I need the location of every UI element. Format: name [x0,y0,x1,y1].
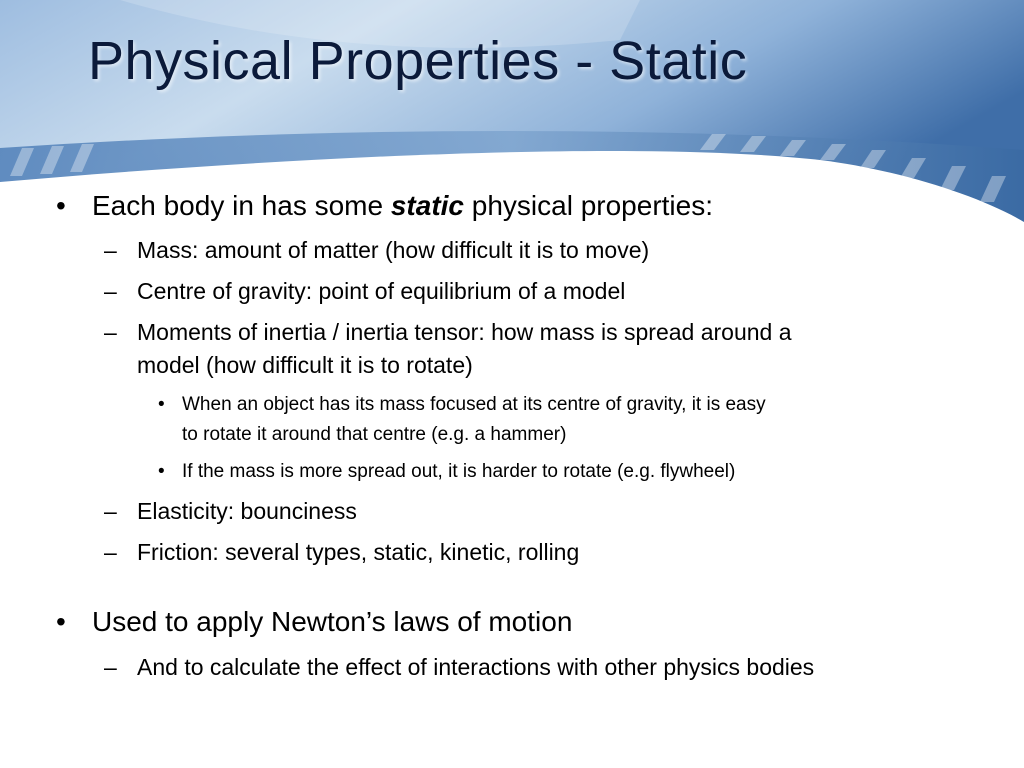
dash-marker: – [104,654,117,680]
dash-marker: – [104,237,117,263]
sub-item-interactions: And to calculate the effect of interactions with other physics bodies [137,654,815,680]
sub-item-inertia-line1: Moments of inertia / inertia tensor: how mass is spread around a [137,319,792,345]
sub-item-inertia-line2: model (how difficult it is to rotate) [137,352,473,378]
sub-item-friction: Friction: several types, static, kinetic, rolling [137,539,580,565]
slide-title: Physical Properties - Static [88,31,748,91]
inertia-detail-hammer-line1: When an object has its mass focused at its centre of gravity, it is easy [182,394,766,415]
dash-marker: – [104,539,117,565]
bullet-text-before: Each body in has some [92,190,391,221]
small-bullet-marker: • [158,394,165,415]
emphasis-static: static [390,190,464,221]
dash-marker: – [104,319,117,345]
dash-marker: – [104,278,117,304]
small-bullet-marker: • [158,461,165,482]
bullet-marker: • [56,606,66,637]
inertia-detail-flywheel: If the mass is more spread out, it is harder to rotate (e.g. flywheel) [182,461,736,482]
inertia-detail-hammer-line2: to rotate it around that centre (e.g. a hammer) [182,424,567,445]
bullet-marker: • [56,190,66,221]
dash-marker: – [104,498,117,524]
bullet-text-after: physical properties: [464,190,714,221]
bullet-newtons-laws: Used to apply Newton’s laws of motion [92,606,573,637]
sub-item-mass: Mass: amount of matter (how difficult it is to move) [137,237,650,263]
bullet-static-properties [92,190,713,222]
sub-item-centre-of-gravity: Centre of gravity: point of equilibrium of a model [137,278,626,304]
sub-item-elasticity: Elasticity: bounciness [137,498,357,524]
